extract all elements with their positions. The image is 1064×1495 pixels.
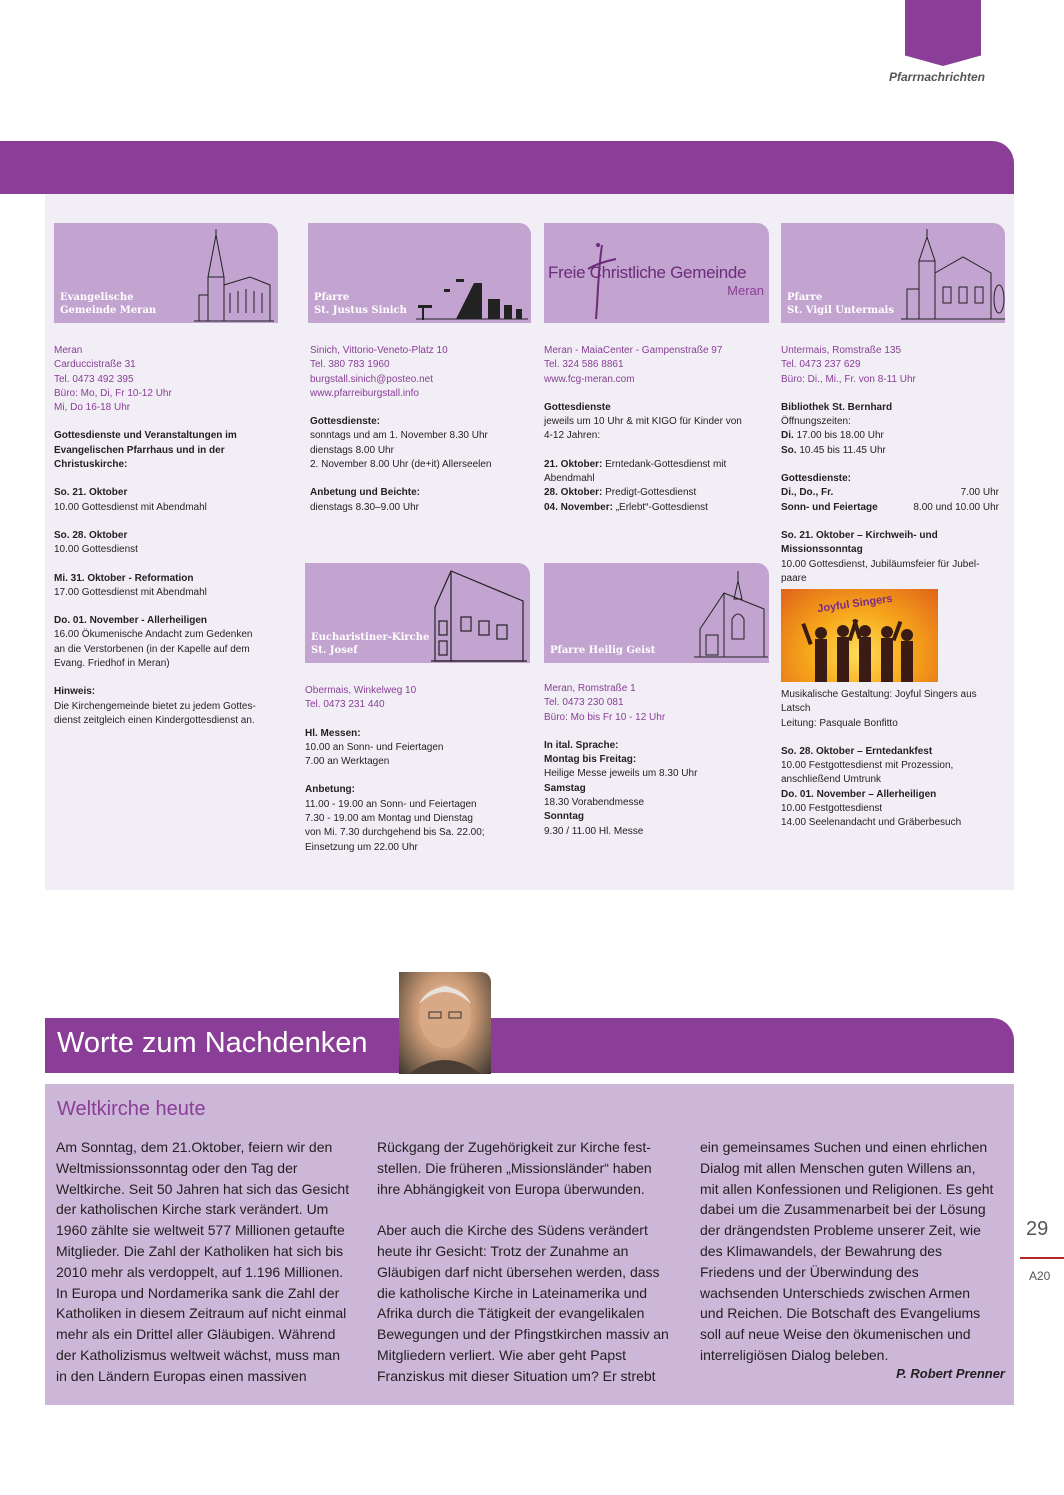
card-st-josef	[305, 563, 530, 663]
intro: Gottesdienste und Veranstaltungen im Evangelischen Pfarrhaus und in der Christuskirche:	[54, 430, 237, 471]
events: 21. Oktober: Erntedank-Gottesdienst mit Abendmahl 28. Oktober: Predigt-Gottesdienst 04. November: „Erlebt“-Gottesdienst	[544, 458, 727, 513]
card-st-vigil-untermais	[781, 223, 1005, 323]
services: In ital. Sprache: Montag bis Freitag: Heilige Messe jeweils um 8.30 Uhr Samstag 18.30 Vorabendmesse Sonntag 9.30 / 11.00 Hl. Messe	[544, 739, 698, 837]
event: Do. 01. November - Allerheiligen 16.00 Ökumenische Andacht zum Gedenken an die Verstorbenen (in der Kapelle auf dem Evang. Friedhof in Meran)	[54, 615, 253, 670]
article-signature: P. Robert Prenner	[896, 1366, 1005, 1381]
evangelische-info	[54, 344, 284, 742]
services: Gottesdienste jeweils um 10 Uhr & mit KIGO für Kinder von 4-12 Jahren:	[544, 401, 742, 442]
heilig-geist-info	[544, 682, 772, 853]
contact-block: Meran - MaiaCenter - Gampenstraße 97 Tel. 324 586 8861 www.fcg-meran.com	[544, 345, 723, 385]
card-title: Pfarre St. Vigil Untermais	[787, 292, 894, 316]
worte-title: Worte zum Nachdenken	[57, 1027, 368, 1059]
card-evangelische-gemeinde	[54, 223, 278, 323]
fcg-logo-city: Meran	[727, 283, 764, 298]
services: Gottesdienste: Di., Do., Fr. 7.00 Uhr Sonn- und Feiertage 8.00 und 10.00 Uhr	[781, 473, 999, 513]
fcg-info	[544, 344, 772, 529]
event: So. 28. Oktober 10.00 Gottesdienst	[54, 529, 138, 556]
vigil-info-continued	[781, 688, 1009, 845]
events: So. 28. Oktober – Erntedankfest 10.00 Festgottesdienst mit Prozession, anschließend Umtrunk Do. 01. November – Allerheiligen 10.00 Festgottesdienst 14.00 Seelenandacht und Gräberbesuch	[781, 745, 962, 829]
article-column-3: ein gemeinsames Suchen und einen ehrlichen Dialog mit allen Menschen guten Willens an, mit allen Konfessionen und Religionen. Es geht dabei um die Zusammenarbeit bei der Lösung der drängendsten Probleme unserer Zeit, wie des Klimawandels, der Bewahrung des Friedens und der Überwindung des wachsenden Unterschieds zwischen Armen und Reichen. Die Botschaft des Evangeliums soll auf neue Weise den ökumenischen und interreligiösen Dialog beleben.	[700, 1139, 994, 1363]
card-title: Pfarre Heilig Geist	[550, 645, 656, 656]
event: So. 21. Oktober – Kirchweih- und Missionssonntag 10.00 Gottesdienst, Jubiläumsfeier für Jubel- paare	[781, 529, 980, 584]
article-column-1: Am Sonntag, dem 21.Oktober, feiern wir den Weltmissionssonntag oder den Tag der Weltkirche. Seit 50 Jahren hat sich das Gesicht der katholischen Kirche stark verändert. Um 1960 zählte sie weltweit 577 Millionen getaufte Mitglieder. Die Zahl der Katholiken hat sich bis 2010 mehr als verdoppelt, auf 1.196 Millionen. In Europa und Nordamerika sank die Zahl der Katholiken in diesem Zeitraum auf nicht einmal mehr als ein Drittel aller Gläubigen. Während der Katholizismus weltweit wächst, muss man in den Ländern Europas einen massiven	[56, 1139, 350, 1384]
card-title: Eucharistiner-Kirche St. Josef	[311, 632, 430, 656]
sinich-info	[310, 344, 535, 529]
contact-block: Obermais, Winkelweg 10 Tel. 0473 231 440	[305, 685, 417, 711]
portrait-figure	[399, 972, 491, 1074]
church-illustration	[431, 567, 527, 663]
card-freie-christliche-gemeinde	[544, 223, 769, 323]
photo-caption-text: Joyful Singers	[816, 592, 894, 616]
library: Bibliothek St. Bernhard Öffnungszeiten: Di. 17.00 bis 18.00 Uhr So. 10.45 bis 11.45 Uhr	[781, 401, 893, 456]
church-illustration	[194, 227, 274, 323]
hint: Hinweis: Die Kirchengemeinde bietet zu jedem Gottes- dienst zeitgleich einen Kindergottesdienst an.	[54, 686, 256, 726]
card-title: Pfarre St. Justus Sinich	[314, 292, 407, 316]
article-title: Weltkirche heute	[57, 1098, 206, 1120]
music-note: Musikalische Gestaltung: Joyful Singers aus Latsch Leitung: Pasquale Bonfitto	[781, 689, 977, 729]
card-title: Evangelische Gemeinde Meran	[60, 292, 157, 316]
top-banner	[0, 141, 1014, 194]
masses: Hl. Messen: 10.00 an Sonn- und Feiertagen 7.00 an Werktagen	[305, 727, 444, 768]
singers-silhouette	[781, 619, 938, 682]
joyful-singers-photo	[781, 589, 938, 682]
page-code: A20	[1029, 1269, 1051, 1283]
card-heilig-geist	[544, 563, 769, 663]
contact-block: Meran Carduccistraße 31 Tel. 0473 492 395 Büro: Mo, Di, Fr 10-12 Uhr Mi, Do 16-18 Uhr	[54, 345, 172, 414]
fcg-logo-text: Freie Christliche Gemeinde	[548, 263, 747, 282]
card-st-justus-sinich	[308, 223, 531, 323]
article-column-2: Rückgang der Zugehörigkeit zur Kirche fest- stellen. Die früheren „Missionsländer“ haben ihre Abhängigkeit von Europa überwunden. Aber auch die Kirche des Südens verändert heute ihr Gesicht: Trotz der Zunahme an Gläubigen darf nicht übersehen werden, dass die katholische Kirche in Lateinamerika und Afrika durch die Tätigkeit der evangelikalen Bewegungen und der Pfingstkirchen massiv an Mitgliedern verliert. Wie aber geht Papst Franziskus mit dieser Situation um? Er strebt	[377, 1139, 669, 1384]
adoration: Anbetung und Beichte: dienstags 8.30–9.00 Uhr	[310, 487, 420, 513]
section-tab-marker	[905, 0, 981, 66]
church-illustration	[416, 269, 528, 321]
vigil-info	[781, 344, 999, 586]
church-illustration	[901, 227, 1005, 323]
contact-block: Untermais, Romstraße 135 Tel. 0473 237 629 Büro: Di., Mi., Fr. von 8-11 Uhr	[781, 345, 916, 385]
page-number: 29	[1026, 1218, 1049, 1240]
author-portrait	[399, 972, 491, 1074]
event: Mi. 31. Oktober - Reformation 17.00 Gottesdienst mit Abendmahl	[54, 572, 207, 598]
contact-block: Meran, Romstraße 1 Tel. 0473 230 081 Büro: Mo bis Fr 10 - 12 Uhr	[544, 683, 666, 723]
josef-info	[305, 684, 533, 869]
adoration: Anbetung: 11.00 - 19.00 an Sonn- und Feiertagen 7.30 - 19.00 am Montag und Dienstag von Mi. 7.30 durchgehend bis Sa. 22.00; Einsetzung um 22.00 Uhr	[305, 784, 485, 853]
church-illustration	[694, 569, 768, 663]
section-label: Pfarrnachrichten	[888, 70, 985, 84]
contact-block: Sinich, Vittorio-Veneto-Platz 10 Tel. 380 783 1960 burgstall.sinich@posteo.net www.pfarreiburgstall.info	[310, 345, 448, 399]
services: Gottesdienste: sonntags und am 1. November 8.30 Uhr dienstags 8.00 Uhr 2. November 8.00 Uhr (de+it) Allerseelen	[310, 416, 492, 471]
page-number-divider	[1020, 1257, 1064, 1259]
event: So. 21. Oktober 10.00 Gottesdienst mit Abendmahl	[54, 487, 207, 513]
